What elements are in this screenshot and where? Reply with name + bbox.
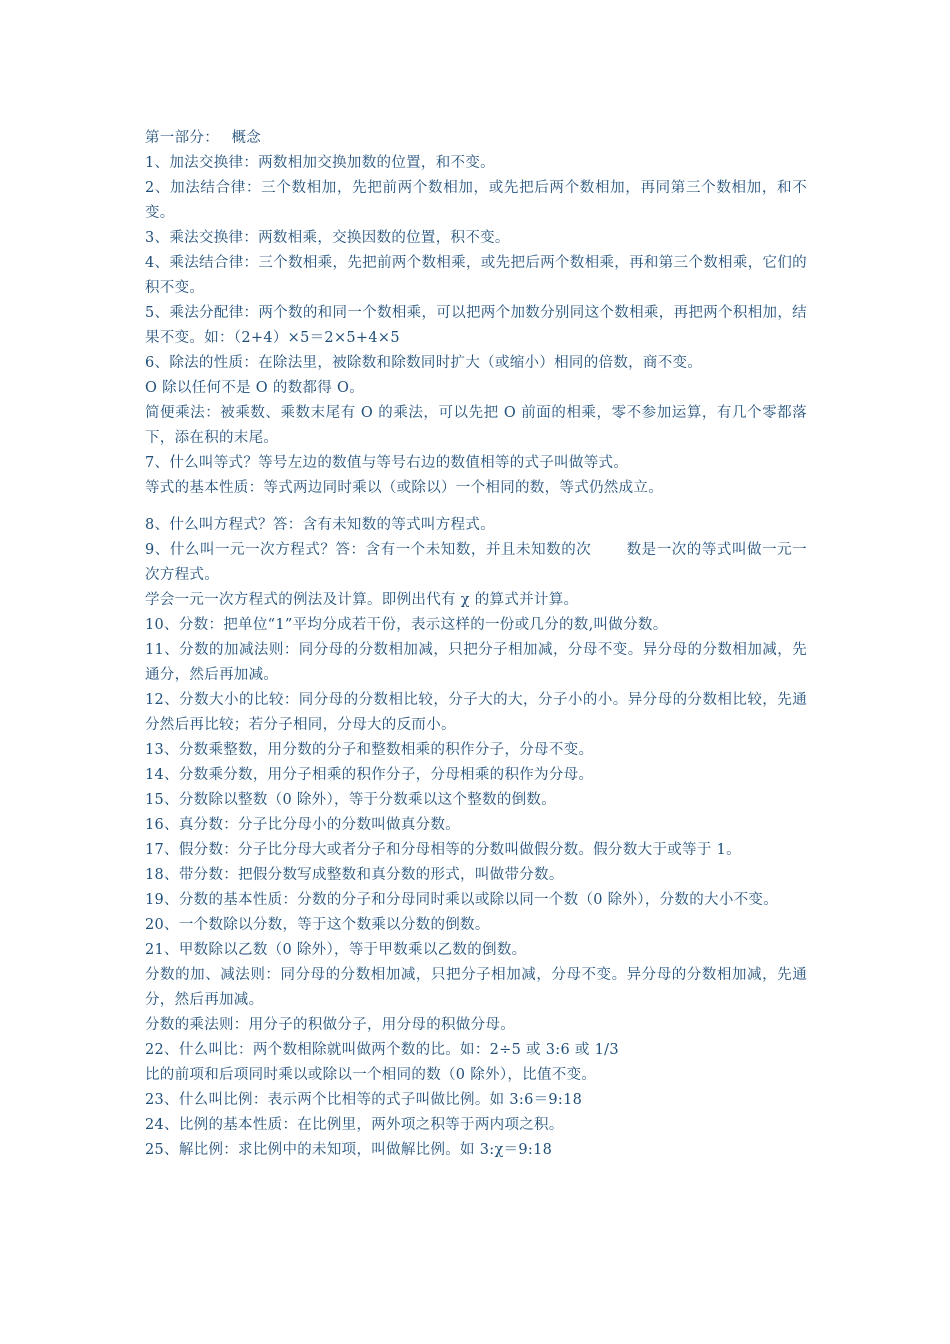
text-line: 23、什么叫比例：表示两个比相等的式子叫做比例。如 3:6＝9:18: [145, 1092, 583, 1108]
text-line: 14、分数乘分数，用分子相乘的积作分子，分母相乘的积作为分母。: [145, 767, 594, 783]
text-line: 2、加法结合律：三个数相加，先把前两个数相加，或先把后两个数相加，再同第三个数相加，和不变。: [145, 180, 807, 221]
text-line: 16、真分数：分子比分母小的分数叫做真分数。: [145, 817, 461, 833]
text-line: 4、乘法结合律：三个数相乘，先把前两个数相乘，或先把后两个数相乘，再和第三个数相乘，它们的积不变。: [145, 255, 807, 296]
section-heading: 第一部分： 概念: [145, 130, 262, 146]
text-line: 19、分数的基本性质：分数的分子和分母同时乘以或除以同一个数（0 除外），分数的大小不变。: [145, 892, 779, 908]
text-line: 1、加法交换律：两数相加交换加数的位置，和不变。: [145, 155, 495, 171]
blank-line: [145, 501, 807, 513]
text-line: 25、解比例：求比例中的未知项，叫做解比例。如 3:χ＝9:18: [145, 1142, 553, 1158]
text-line: 6、除法的性质：在除法里，被除数和除数同时扩大（或缩小）相同的倍数，商不变。: [145, 355, 703, 371]
text-line: 17、假分数：分子比分母大或者分子和分母相等的分数叫做假分数。假分数大于或等于 1。: [145, 842, 741, 858]
text-line: 学会一元一次方程式的例法及计算。即例出代有 χ 的算式并计算。: [145, 592, 579, 608]
text-line: 20、一个数除以分数，等于这个数乘以分数的倒数。: [145, 917, 490, 933]
text-line: 等式的基本性质：等式两边同时乘以（或除以）一个相同的数，等式仍然成立。: [145, 480, 663, 496]
text-line: 10、分数：把单位“1”平均分成若干份，表示这样的一份或几分的数,叫做分数。: [145, 617, 668, 633]
text-line: 5、乘法分配律：两个数的和同一个数相乘，可以把两个加数分别同这个数相乘，再把两个积相加，结果不变。如：（2+4）×5＝2×5+4×5: [145, 305, 807, 346]
text-line: 3、乘法交换律：两数相乘，交换因数的位置，积不变。: [145, 230, 510, 246]
text-line: O 除以任何不是 O 的数都得 O。: [145, 380, 364, 396]
text-line: 9、什么叫一元一次方程式？答：含有一个未知数，并且未知数的次 数是一次的等式叫做一元一次方程式。: [145, 542, 807, 583]
text-line: 11、分数的加减法则：同分母的分数相加减，只把分子相加减，分母不变。异分母的分数相加减，先通分，然后再加减。: [145, 642, 807, 683]
text-line: 22、什么叫比：两个数相除就叫做两个数的比。如：2÷5 或 3:6 或 1/3: [145, 1042, 619, 1058]
text-line: 13、分数乘整数，用分数的分子和整数相乘的积作分子，分母不变。: [145, 742, 594, 758]
text-line: 7、什么叫等式？等号左边的数值与等号右边的数值相等的式子叫做等式。: [145, 455, 629, 471]
text-line: 简便乘法：被乘数、乘数末尾有 O 的乘法，可以先把 O 前面的相乘，零不参加运算，有几个零都落下，添在积的末尾。: [145, 405, 807, 446]
text-line: 18、带分数：把假分数写成整数和真分数的形式，叫做带分数。: [145, 867, 564, 883]
text-line: 15、分数除以整数（0 除外），等于分数乘以这个整数的倒数。: [145, 792, 557, 808]
text-line: 分数的乘法则：用分子的积做分子，用分母的积做分母。: [145, 1017, 515, 1033]
text-line: 比的前项和后项同时乘以或除以一个相同的数（0 除外），比值不变。: [145, 1067, 597, 1083]
document-body: [145, 126, 807, 1163]
text-line: 21、甲数除以乙数（0 除外），等于甲数乘以乙数的倒数。: [145, 942, 527, 958]
text-line: 8、什么叫方程式？答：含有未知数的等式叫方程式。: [145, 517, 495, 533]
text-line: 12、分数大小的比较：同分母的分数相比较，分子大的大，分子小的小。异分母的分数相比较，先通分然后再比较；若分子相同，分母大的反而小。: [145, 692, 807, 733]
text-line: 分数的加、减法则：同分母的分数相加减，只把分子相加减，分母不变。异分母的分数相加减，先通分，然后再加减。: [145, 967, 807, 1008]
text-line: 24、比例的基本性质：在比例里，两外项之积等于两内项之积。: [145, 1117, 564, 1133]
